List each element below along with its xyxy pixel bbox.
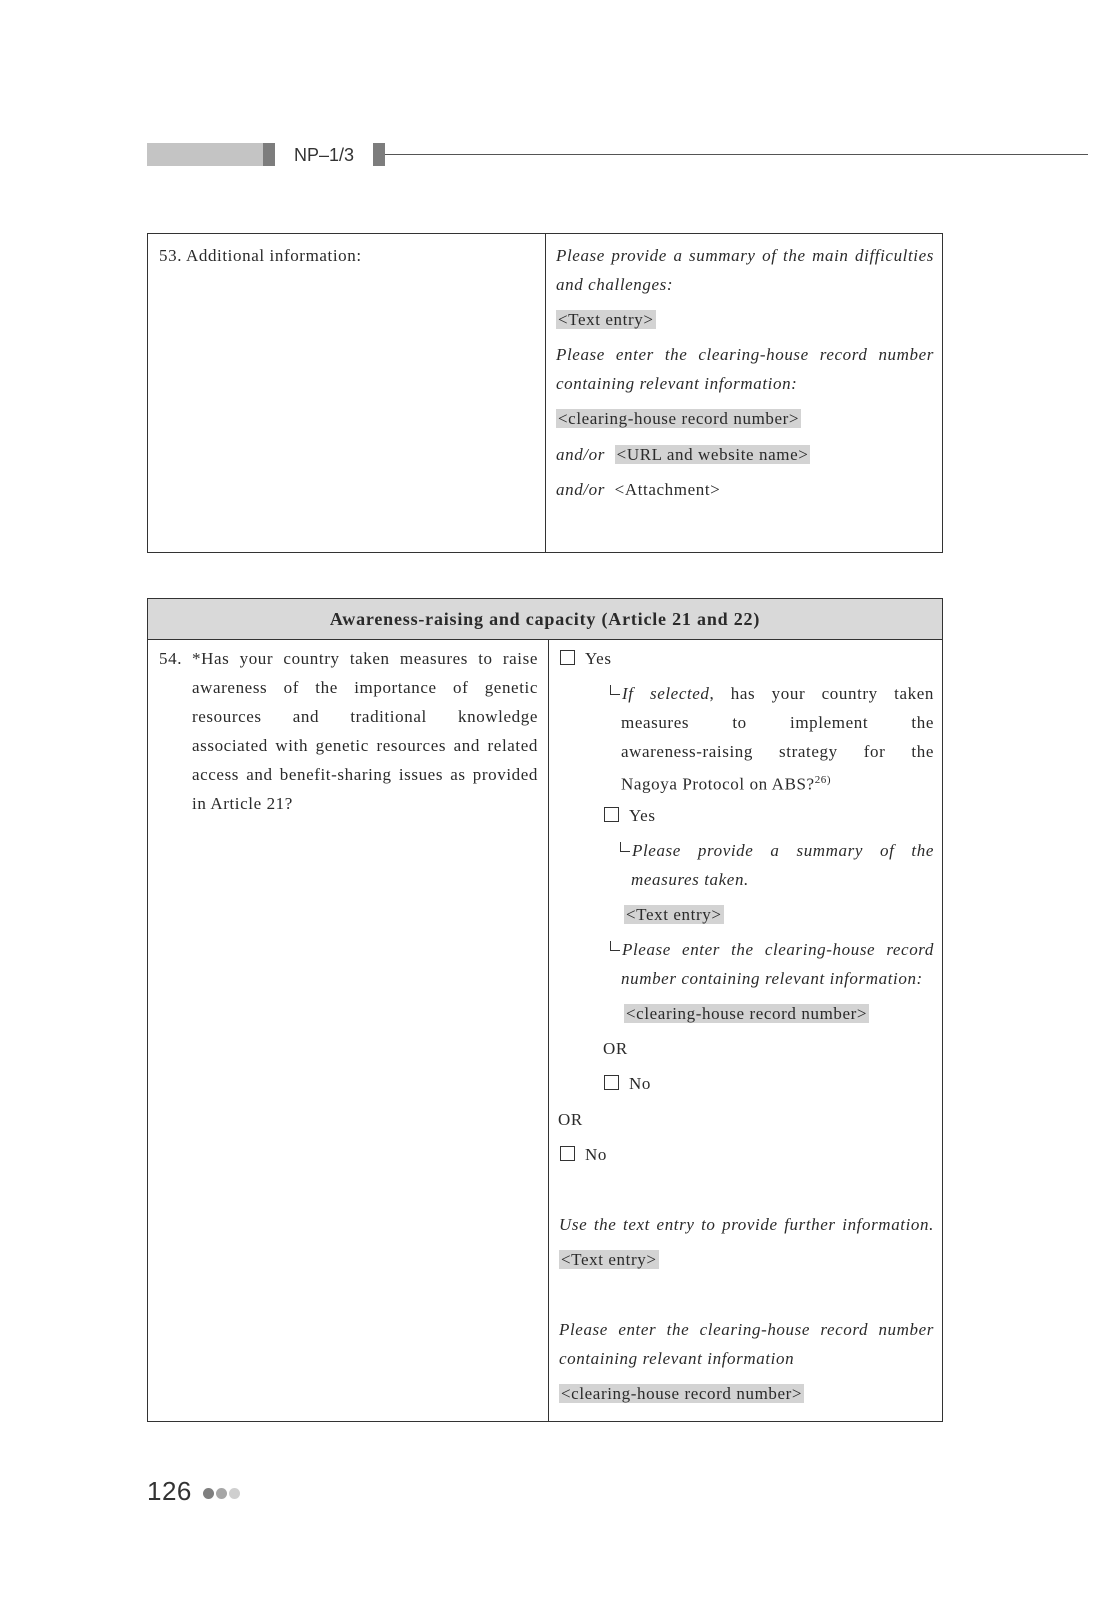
column-divider	[548, 639, 549, 1421]
nested-yes-checkbox[interactable]	[604, 807, 619, 822]
yes-checkbox[interactable]	[560, 650, 575, 665]
q54-number: 54.	[159, 649, 183, 668]
header-rule	[385, 154, 1088, 155]
nested-yes-label: Yes	[629, 806, 656, 825]
q53-record-number-field[interactable]: <clearing-house record number>	[558, 409, 800, 428]
header-marker	[373, 143, 385, 166]
q54-sub-question-line2: awareness-raising strategy for the	[621, 742, 934, 761]
q54-further-text-entry-field[interactable]: <Text entry>	[561, 1250, 657, 1269]
q54-sub-question-line1: measures to implement the	[621, 713, 934, 732]
q54-sub-question-line3: Nagoya Protocol on ABS?$^{26)}$	[621, 774, 832, 794]
q54-record-prompt-line1: Please enter the clearing-house record	[610, 935, 934, 964]
q54-question-line5: access and benefit-sharing issues as provided	[192, 765, 538, 784]
footnote-ref: 26)	[814, 774, 832, 786]
q54-further-info: Use the text entry to provide further information.	[559, 1215, 934, 1234]
q53-label: 53. Additional information:	[159, 246, 362, 265]
q54-if-selected-line: If selected, has your country taken	[610, 679, 934, 708]
q54-nested-no-option[interactable]	[604, 1069, 651, 1098]
q54-final-record-prompt-line2: containing relevant information	[559, 1349, 795, 1368]
q54-record-prompt-line2: number containing relevant information:	[621, 969, 923, 988]
q54-final-record-number-field[interactable]: <clearing-house record number>	[561, 1384, 803, 1403]
question-54-table	[147, 598, 943, 1422]
branch-corner-icon	[610, 685, 620, 695]
page-number: 126	[147, 1476, 192, 1506]
q54-question-line1: *Has your country taken measures to raise	[192, 649, 538, 668]
q53-andor-url: and/or	[556, 445, 605, 464]
q54-no-option[interactable]	[560, 1140, 607, 1169]
q54-summary-line1: Please provide a summary of the	[620, 836, 934, 865]
q54-question-line4: associated with genetic resources and related	[192, 736, 538, 755]
document-code: NP–1/3	[294, 145, 355, 165]
column-divider	[545, 234, 546, 552]
q54-or: OR	[558, 1110, 583, 1129]
q53-summary-prompt-line1: Please provide a summary of the main difficulties	[556, 246, 934, 265]
q54-question-line3: resources and traditional knowledge	[192, 707, 538, 726]
q53-record-prompt-line1: Please enter the clearing-house record number	[556, 345, 934, 364]
nested-no-checkbox[interactable]	[604, 1075, 619, 1090]
no-label: No	[585, 1145, 607, 1164]
q53-record-prompt-line2: containing relevant information:	[556, 374, 798, 393]
q54-yes-option[interactable]	[560, 644, 612, 673]
no-checkbox[interactable]	[560, 1146, 575, 1161]
question-53-table	[147, 233, 943, 553]
branch-corner-icon	[610, 941, 620, 951]
q54-record-number-field[interactable]: <clearing-house record number>	[626, 1004, 868, 1023]
footer-dot	[203, 1488, 214, 1499]
q54-question-line2: awareness of the importance of genetic	[192, 678, 538, 697]
q53-text-entry-field[interactable]: <Text entry>	[558, 310, 654, 329]
q54-text-entry-field[interactable]: <Text entry>	[626, 905, 722, 924]
q53-attachment-field[interactable]: <Attachment>	[614, 480, 721, 499]
section-title: Awareness-raising and capacity (Article 21 and 22)	[148, 599, 942, 640]
header-bar-light	[147, 143, 263, 166]
q54-nested-or: OR	[603, 1039, 628, 1058]
q54-final-record-prompt-line1: Please enter the clearing-house record number	[559, 1320, 934, 1339]
footer-dot	[216, 1488, 227, 1499]
q53-andor-attachment: and/or	[556, 480, 605, 499]
footer-dot	[229, 1488, 240, 1499]
yes-label: Yes	[585, 649, 612, 668]
q53-url-field[interactable]: <URL and website name>	[616, 445, 809, 464]
q54-nested-yes-option[interactable]	[604, 801, 656, 830]
nested-no-label: No	[629, 1074, 651, 1093]
header-bar-dark	[263, 143, 275, 166]
q53-summary-prompt-line2: and challenges:	[556, 275, 674, 294]
branch-corner-icon	[620, 842, 630, 852]
q54-question-line6: in Article 21?	[192, 794, 293, 813]
q54-summary-line2: measures taken.	[631, 870, 749, 889]
